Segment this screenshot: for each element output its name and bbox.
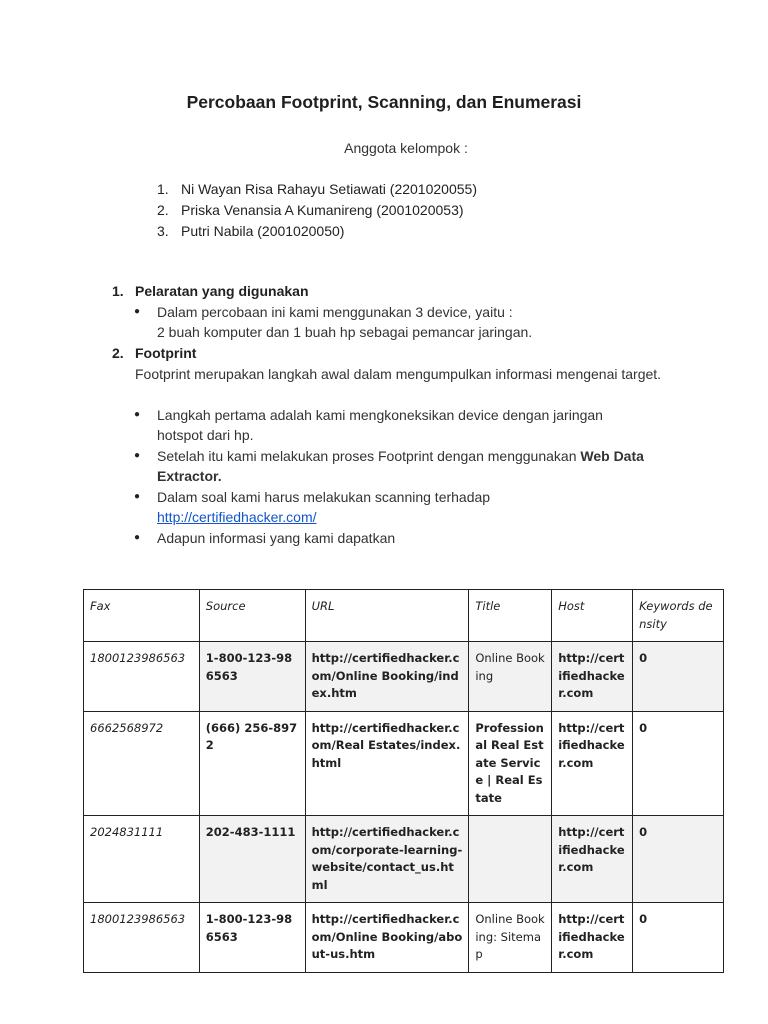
column-header-url: URL: [305, 590, 469, 642]
cell-title: [469, 816, 552, 903]
bullet-text: [157, 446, 647, 487]
table-header-row: [84, 590, 724, 642]
cell-source: (666) 256-8972: [199, 711, 305, 816]
cell-title: Online Booking: Sitemap: [469, 903, 552, 973]
column-header-title: Title: [469, 590, 552, 642]
target-link[interactable]: http://certifiedhacker.com/: [157, 509, 317, 525]
section-title: Pelaratan yang digunakan: [135, 283, 309, 299]
cell-title: Online Booking: [469, 642, 552, 712]
cell-host: http://certifiedhacker.com: [552, 642, 633, 712]
members-list: [157, 179, 477, 242]
bullet-text-part: Dalam soal kami harus melakukan scanning terhadap: [157, 488, 491, 505]
cell-url: http://certifiedhacker.com/Online Booking/about-us.htm: [305, 903, 469, 973]
member-name: Priska Venansia A Kumanireng (2001020053): [181, 202, 464, 218]
bullet-text: Langkah pertama adalah kami mengkoneksikan device dengan jaringan hotspot dari hp.: [157, 406, 603, 443]
cell-source: 1-800-123-986563: [199, 642, 305, 712]
cell-keywords-density: 0: [633, 816, 724, 903]
list-item: [157, 200, 477, 221]
list-item: [112, 446, 675, 487]
bullet-icon: ●: [134, 531, 141, 543]
bullet-icon: ●: [134, 408, 141, 420]
bullet-icon: ●: [134, 490, 141, 502]
list-item: [112, 322, 647, 343]
list-item: [112, 487, 675, 528]
bullet-continuation: 2 buah komputer dan 1 buah hp sebagai pemancar jaringan.: [157, 324, 533, 340]
column-header-keywords-density: Keywords density: [633, 590, 724, 642]
table-row: [84, 816, 724, 903]
column-header-source: Source: [199, 590, 305, 642]
cell-url: http://certifiedhacker.com/Online Booking/index.htm: [305, 642, 469, 712]
section-title: Footprint: [135, 345, 197, 361]
cell-host: http://certifiedhacker.com: [552, 816, 633, 903]
bullet-text: Adapun informasi yang kami dapatkan: [157, 529, 396, 546]
table-row: [84, 642, 724, 712]
bullet-icon: ●: [134, 449, 141, 461]
cell-host: http://certifiedhacker.com: [552, 711, 633, 816]
member-name: Ni Wayan Risa Rahayu Setiawati (2201020055): [181, 181, 477, 197]
section-heading: [112, 281, 647, 302]
list-item: [157, 221, 477, 242]
tool-name: Web Data Extractor.: [157, 447, 644, 484]
bullet-text-part: Setelah itu kami melakukan proses Footprint dengan menggunakan: [157, 447, 581, 464]
bullet-text: Dalam percobaan ini kami menggunakan 3 device, yaitu :: [157, 303, 513, 320]
bullet-list: [112, 405, 675, 549]
cell-source: 202-483-1111: [199, 816, 305, 903]
cell-host: http://certifiedhacker.com: [552, 903, 633, 973]
bullet-list: [112, 302, 647, 343]
section-intro: Footprint merupakan langkah awal dalam mengumpulkan informasi mengenai target.: [135, 365, 662, 382]
cell-fax: 1800123986563: [84, 903, 200, 973]
member-name: Putri Nabila (2001020050): [181, 223, 345, 239]
cell-source: 1-800-123-986563: [199, 903, 305, 973]
cell-keywords-density: 0: [633, 903, 724, 973]
cell-url: http://certifiedhacker.com/corporate-learning-website/contact_us.html: [305, 816, 469, 903]
cell-title: Professional Real Estate Service | Real Estate: [469, 711, 552, 816]
cell-url: http://certifiedhacker.com/Real Estates/index.html: [305, 711, 469, 816]
results-table: [83, 589, 724, 973]
section-footprint: [112, 343, 675, 548]
list-item: [112, 405, 675, 446]
list-number: 3.: [157, 223, 169, 239]
column-header-fax: Fax: [84, 590, 200, 642]
section-number: 2.: [112, 345, 124, 361]
section-number: 1.: [112, 283, 124, 299]
bullet-text: [157, 487, 647, 528]
list-item: [112, 528, 675, 549]
cell-fax: 6662568972: [84, 711, 200, 816]
table-row: [84, 903, 724, 973]
cell-keywords-density: 0: [633, 642, 724, 712]
list-number: 2.: [157, 202, 169, 218]
cell-fax: 1800123986563: [84, 642, 200, 712]
table-row: [84, 711, 724, 816]
cell-keywords-density: 0: [633, 711, 724, 816]
section-pelaratan: [112, 281, 647, 343]
bullet-icon: ●: [134, 305, 141, 317]
page-title: Percobaan Footprint, Scanning, dan Enumerasi: [186, 92, 582, 112]
column-header-host: Host: [552, 590, 633, 642]
list-item: [157, 179, 477, 200]
section-heading: [112, 343, 675, 364]
list-number: 1.: [157, 181, 169, 197]
members-heading: Anggota kelompok :: [344, 140, 468, 156]
cell-fax: 2024831111: [84, 816, 200, 903]
list-item: [112, 302, 647, 323]
